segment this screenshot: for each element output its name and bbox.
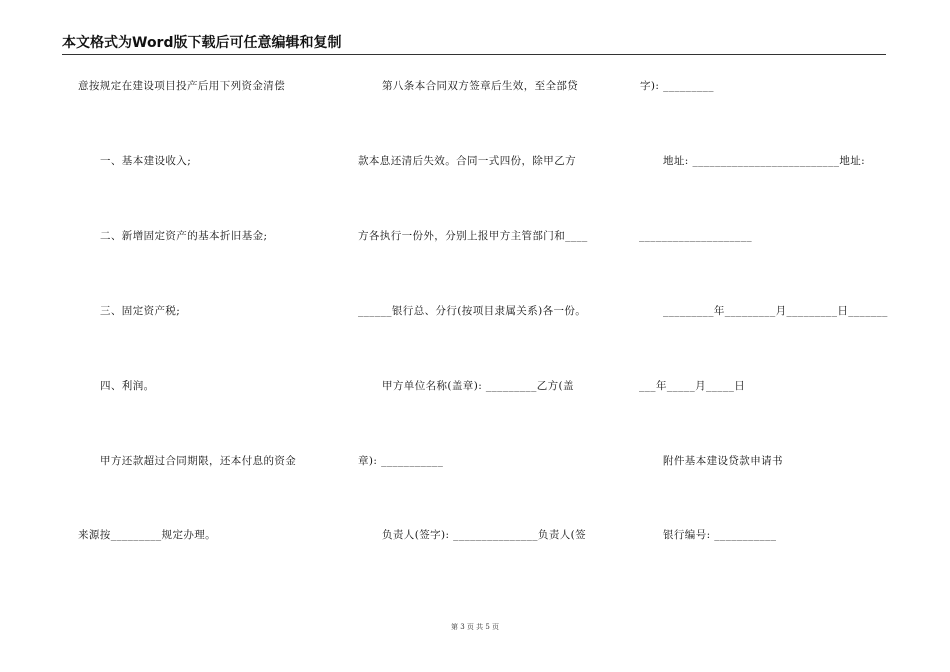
text-column-right: [630, 0, 930, 672]
text-line: 银行编号: ___________: [663, 529, 777, 541]
text-line: 甲方单位名称(盖章): _________乙方(盖: [382, 380, 574, 392]
text-line: 字): _________: [640, 80, 714, 92]
text-line: 甲方还款超过合同期限，还本付息的资金: [100, 455, 297, 467]
text-line: 地址: __________________________地址:: [663, 155, 866, 167]
text-line: ____________________: [639, 230, 752, 242]
text-line: 方各执行一份外，分别上报甲方主管部门和____: [358, 230, 588, 242]
header-title: 本文格式为Word版下载后可任意编辑和复制: [62, 35, 342, 51]
text-line: _________年_________月_________日_______: [663, 305, 888, 317]
text-line: 章): ___________: [358, 455, 444, 467]
text-line: 附件基本建设贷款申请书: [663, 455, 783, 467]
text-line: 三、固定资产税;: [100, 305, 181, 317]
text-line: ___年_____月_____日: [639, 380, 746, 392]
text-line: ______银行总、分行(按项目隶属关系)各一份。: [358, 305, 587, 317]
text-column-left: [0, 0, 330, 672]
text-column-middle: [330, 0, 630, 672]
text-line: 二、新增固定资产的基本折旧基金;: [100, 230, 268, 242]
text-line: 一、基本建设收入;: [100, 155, 192, 167]
page-number: 第 3 页 共 5 页: [450, 623, 500, 631]
text-line: 意按规定在建设项目投产后用下列资金清偿: [78, 80, 286, 92]
text-line: 四、利润。: [100, 380, 155, 392]
text-line: 第八条本合同双方签章后生效，至全部贷: [382, 80, 579, 92]
text-line: 来源按_________规定办理。: [78, 529, 217, 541]
text-line: 款本息还清后失效。合同一式四份，除甲乙方: [358, 155, 576, 167]
text-line: 负责人(签字): _______________负责人(签: [382, 529, 587, 541]
